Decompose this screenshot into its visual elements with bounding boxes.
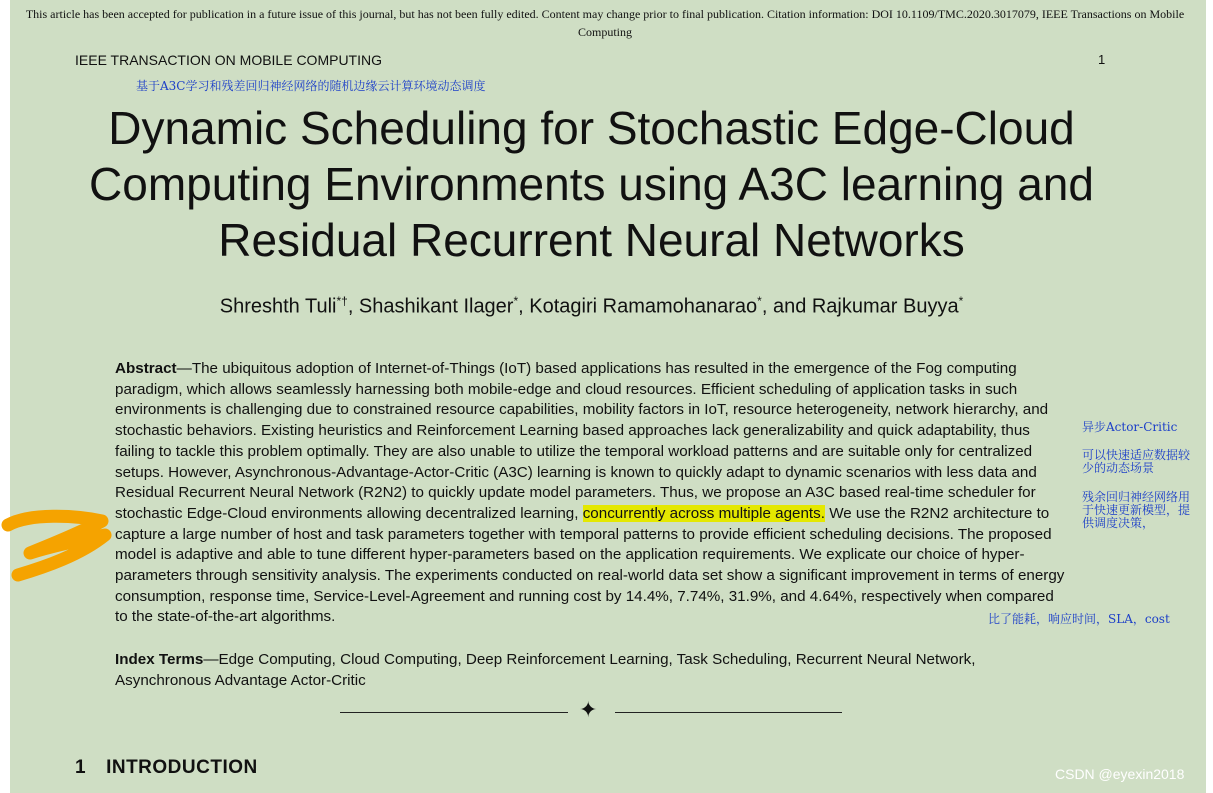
author-mark: * [513,294,519,308]
abstract [115,359,1070,628]
annotation-note-a3c: 异步Actor-Critic [1082,420,1178,434]
annotation-title-cn: 基于A3C学习和残差回归神经网络的随机边缘云计算环境动态调度 [136,79,486,93]
publication-notice: This article has been accepted for publication in a future issue of this journal, but has not been fully edited. Content may change prior to final publication. Citation information: DOI 10.1109/TMC.2020.3017079, IEEE Transactions on Mobile Computing [25,7,1185,39]
abstract-highlight: concurrently across multiple agents. [582,504,825,522]
author-list [60,294,1123,319]
author-name: , Shashikant Ilager [347,295,514,318]
paper-title: Dynamic Scheduling for Stochastic Edge-Cloud Computing Environments using A3C learning and Residual Recurrent Neural Networks [89,102,1094,266]
right-margin-bar [1206,0,1213,793]
page-number: 1 [1098,52,1106,67]
divider-star-icon: ✦ [579,698,598,723]
author-name: , and Rajkumar Buyya [761,295,959,318]
section-title: INTRODUCTION [106,757,258,778]
orange-arrow-scribble [0,505,120,585]
annotation-note-r2n2: 残余回归神经网络用于快速更新模型，提供调度决策， [1082,490,1191,530]
abstract-text-rest: We use the R2N2 architecture to capture a large number of host and task parameters together with temporal patterns to provide efficient scheduling decisions. The proposed model is adaptive and able to tune different hyper-parameters based on the application requirements. We explicate our choice of hyper-parameters through sensitivity analysis. The experiments conducted on real-world data set show a significant improvement in terms of energy consumption, response time, Service-Level-Agreement and running cost by 14.4%, 7.74%, 31.9%, and 4.64%, respectively when compared to the state-of-the-art algorithms. [115,504,1065,626]
author-name: , Kotagiri Ramamohanarao [518,295,758,318]
section-number: 1 [75,757,87,778]
journal-name: IEEE TRANSACTION ON MOBILE COMPUTING [75,52,383,68]
author-mark: * [958,294,964,308]
left-margin-bar [0,0,10,793]
index-terms [115,650,1070,691]
section-divider [340,698,842,725]
author-mark: *† [336,294,348,308]
index-terms-label: Index Terms [115,651,204,668]
author-mark: * [757,294,762,308]
index-terms-text: —Edge Computing, Cloud Computing, Deep Reinforcement Learning, Task Scheduling, Recurrent Neural Network, Asynchronous Advantage Actor-Critic [115,651,976,689]
abstract-text: —The ubiquitous adoption of Internet-of-Things (IoT) based applications has resulted in the emergence of the Fog computing paradigm, which allows seamlessly harnessing both mobile-edge and cloud resources. Efficient scheduling of application tasks in such environments is challenging due to constrained resource capabilities, mobility factors in IoT, resource heterogeneity, network hierarchy, and stochastic behaviors. Existing heuristics and Reinforcement Learning based approaches lack generalizability and quick adaptability, thus failing to tackle this problem optimally. They are also unable to utilize the temporal workload patterns and are suitable only for centralized setups. However, Asynchronous-Advantage-Actor-Critic (A3C) learning is known to quickly adapt to dynamic scenarios with less data and Residual Recurrent Neural Network (R2N2) to quickly update model parameters. Thus, we propose an A3C based real-time scheduler for stochastic Edge-Cloud environments allowing decentralized learning, [115,360,1049,522]
annotation-note-adapt: 可以快速适应数据较少的动态场景 [1082,448,1191,475]
author-name: Shreshth Tuli [219,295,337,318]
section-heading [75,757,258,779]
abstract-label: Abstract [115,360,177,377]
watermark: CSDN @eyexin2018 [1055,766,1185,782]
annotation-note-metrics: 比了能耗，响应时间，SLA，cost [988,612,1170,626]
